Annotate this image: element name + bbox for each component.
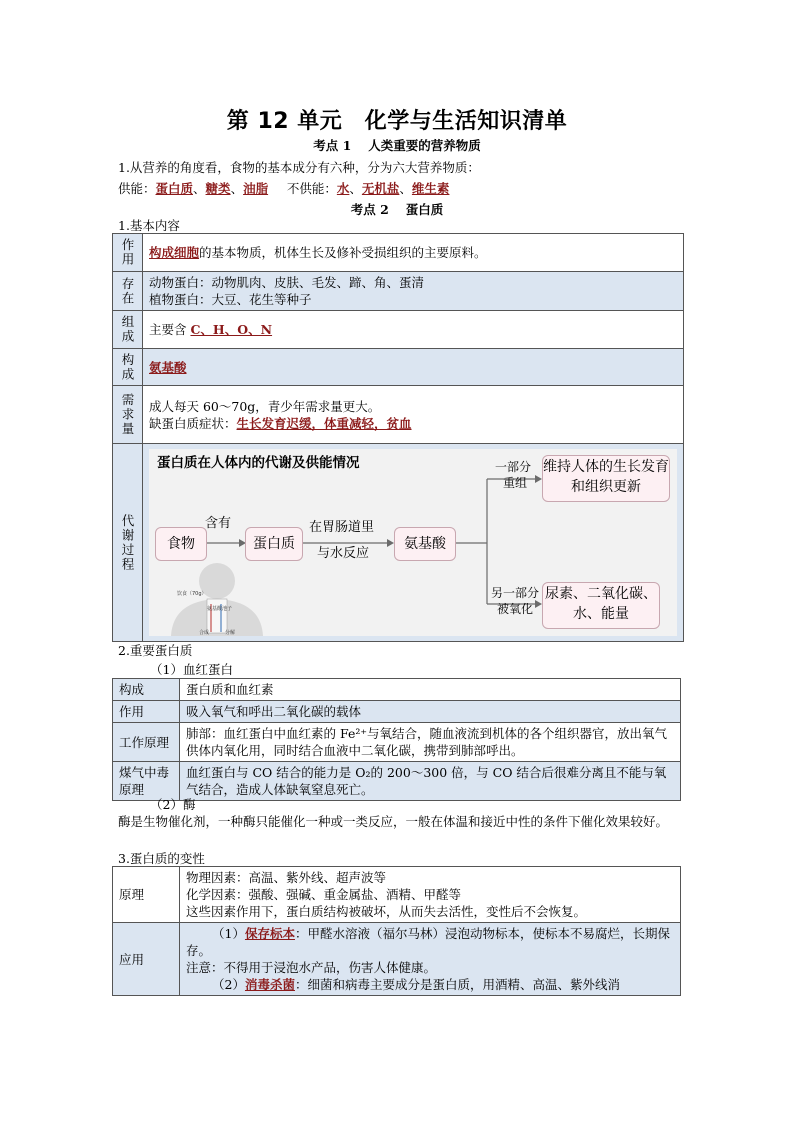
den-head-apply: 应用 — [113, 923, 180, 996]
metabolism-figure — [149, 449, 677, 636]
supply-label: 供能： — [118, 181, 156, 196]
box-food: 食物 — [155, 527, 207, 561]
label-part1b: 重组 — [503, 476, 528, 490]
nutrient-fat: 油脂 — [243, 181, 269, 196]
hb-cell-0: 蛋白质和血红素 — [180, 679, 681, 701]
hemoglobin-table — [112, 678, 681, 801]
nutrient-sugar: 糖类 — [205, 181, 231, 196]
head-need: 需求量 — [113, 386, 143, 444]
cell-need: 成人每天 60～70g，青少年需求量更大。 缺蛋白质症状：生长发育迟缓，体重减轻，贫血 — [143, 386, 684, 444]
tiny-label-diet: 饮食（70g） — [177, 591, 207, 597]
label-part2a: 另一部分 — [491, 586, 540, 600]
cell-role: 构成细胞的基本物质，机体生长及修补受损组织的主要原料。 — [143, 234, 684, 272]
nosupply-label: 不供能： — [286, 181, 337, 196]
box-protein: 蛋白质 — [245, 527, 303, 561]
box-result1: 维持人体的生长发育和组织更新 — [542, 455, 670, 502]
head-metab: 代谢过程 — [113, 444, 143, 642]
tiny-label-synth: 合成 — [199, 630, 210, 636]
hb-head-2: 工作原理 — [113, 723, 180, 762]
label-part1a: 一部分 — [495, 460, 532, 474]
nutrient-vitamin: 维生素 — [411, 181, 450, 196]
box-amino: 氨基酸 — [394, 527, 456, 561]
figure-title: 蛋白质在人体内的代谢及供能情况 — [157, 455, 360, 471]
cell-exist: 动物蛋白：动物肌肉、皮肤、毛发、蹄、角、蛋清 植物蛋白：大豆、花生等种子 — [143, 272, 684, 311]
hb-cell-1: 吸入氧气和呼出二氧化碳的载体 — [180, 701, 681, 723]
label-gut2: 与水反应 — [317, 546, 370, 561]
head-exist: 存在 — [113, 272, 143, 311]
den-cell-principle: 物理因素：高温、紫外线、超声波等 化学因素：强酸、强碱、重金属盐、酒精、甲醛等 这些因素作用下，蛋白质结构被破坏，从而失去活性，变性后不会恢复。 — [180, 867, 681, 923]
head-comp: 组成 — [113, 311, 143, 349]
label-part2b: 被氧化 — [497, 602, 534, 616]
nutrient-water: 水 — [336, 181, 350, 196]
section-important: 2.重要蛋白质 — [118, 643, 193, 658]
page-title: 第 12 单元 化学与生活知识清单 — [226, 109, 568, 134]
nutrient-line: 供能：蛋白质、糖类、油脂 不供能：水、无机盐、维生素 — [118, 181, 450, 196]
head-struct: 构成 — [113, 349, 143, 386]
tiny-label-pool: 氨基酸池子 — [207, 606, 233, 612]
hb-head-0: 构成 — [113, 679, 180, 701]
cell-comp: 主要含 C、H、O、N — [143, 311, 684, 349]
nutrient-protein: 蛋白质 — [155, 181, 194, 196]
hb-cell-2: 肺部：血红蛋白中血红素的 Fe²⁺与氧结合，随血液流到机体的各个组织器官，放出氧气供体内氧化用，同时结合血液中二氧化碳，携带到肺部呼出。 — [180, 723, 681, 762]
nutrient-salt: 无机盐 — [361, 181, 400, 196]
section-enzyme: （2）酶 — [150, 797, 196, 812]
tiny-label-decomp: 分解 — [225, 630, 236, 636]
hb-head-1: 作用 — [113, 701, 180, 723]
basic-table — [112, 233, 684, 642]
denature-table — [112, 866, 681, 996]
intro-text: 1.从营养的角度看，食物的基本成分有六种，分为六大营养物质： — [118, 160, 480, 175]
box-result2: 尿素、二氧化碳、水、能量 — [542, 582, 660, 629]
section-basic: 1.基本内容 — [118, 218, 180, 233]
section-hemoglobin: （1）血红蛋白 — [150, 662, 233, 677]
label-contain: 含有 — [205, 516, 232, 531]
cell-struct: 氨基酸 — [143, 349, 684, 386]
section-kp2: 考点 2 蛋白质 — [350, 202, 444, 217]
cell-metab — [143, 444, 684, 642]
den-cell-apply: （1）保存标本：甲醛水溶液（福尔马林）浸泡动物标本，使标本不易腐烂，长期保存。 注意：不得用于浸泡水产品，伤害人体健康。 （2）消毒杀菌：细菌和病毒主要成分是蛋白质，用酒精、高温、紫外线消 — [180, 923, 681, 996]
section-kp1: 考点 1 人类重要的营养物质 — [313, 138, 481, 153]
hb-cell-3: 血红蛋白与 CO 结合的能力是 O₂的 200～300 倍，与 CO 结合后很难分离且不能与氧气结合，造成人体缺氧窒息死亡。 — [180, 762, 681, 801]
section-denature: 3.蛋白质的变性 — [118, 851, 205, 866]
hb-head-3: 煤气中毒原理 — [113, 762, 180, 801]
enzyme-text: 酶是生物催化剂，一种酶只能催化一种或一类反应，一般在体温和接近中性的条件下催化效果较好。 — [118, 814, 669, 829]
head-role: 作用 — [113, 234, 143, 272]
label-gut1: 在胃肠道里 — [309, 520, 375, 535]
den-head-principle: 原理 — [113, 867, 180, 923]
